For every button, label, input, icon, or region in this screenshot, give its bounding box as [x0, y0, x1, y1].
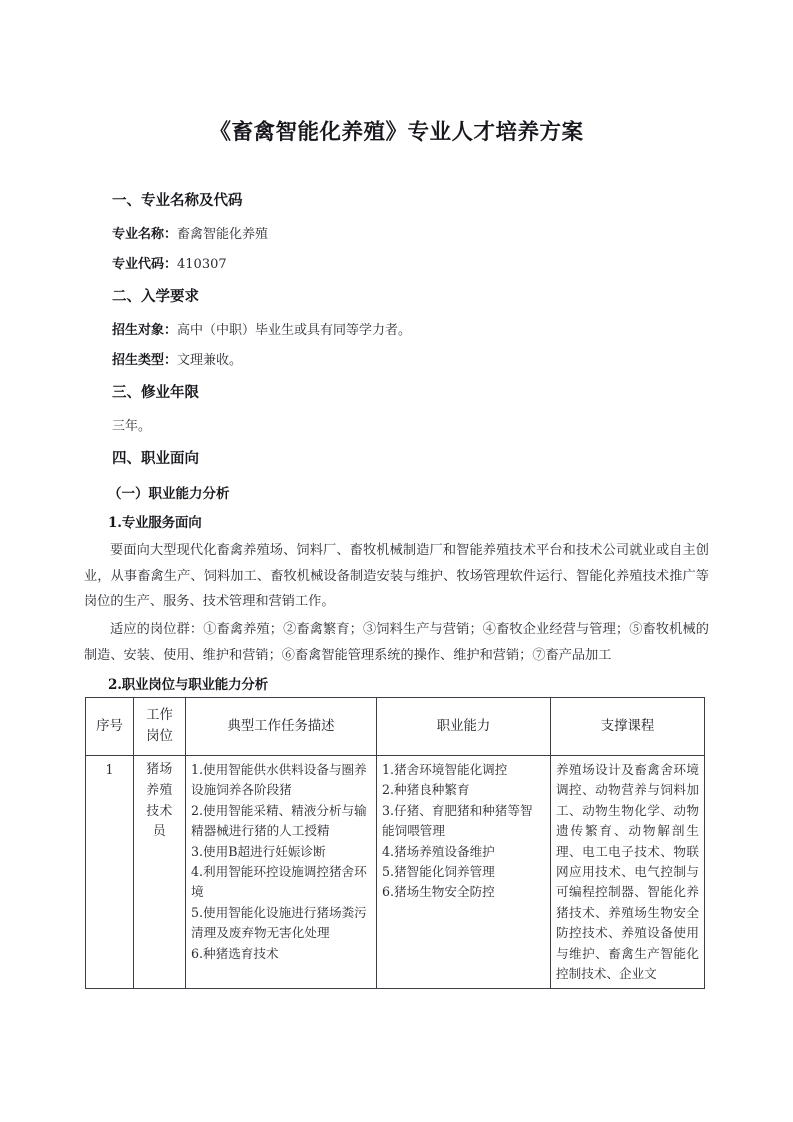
field-major-code-label: 专业代码： [112, 256, 178, 272]
document-body [84, 184, 709, 990]
job-ability-table [85, 697, 705, 990]
task-item: 5.使用智能化设施进行猪场粪污清理及废弃物无害化处理 [191, 904, 367, 941]
task-item: 4.利用智能环控设施调控猪舍环境 [191, 864, 367, 900]
table-header [86, 697, 705, 755]
paragraph-service-orientation: 要面向大型现代化畜禽养殖场、饲料厂、畜牧机械制造厂和智能养殖技术平台和技术公司就业或自主创业，从事畜禽生产、饲料加工、畜牧机械设备制造安装与维护、牧场管理软件运行、智能化养殖技术推广等岗位的生产、服务、技术管理和营销工作。 [84, 543, 709, 610]
table-header-row [86, 697, 705, 755]
field-major-code [84, 250, 709, 280]
table-header-task: 典型工作任务描述 [186, 697, 377, 755]
cell-supporting-courses: 养殖场设计及畜禽舍环境调控、动物营养与饲料加工、动物生物化学、动物遗传繁育、动物解剖生理、电工电子技术、物联网应用技术、电气控制与可编程控制器、智能化养猪技术、养殖场生物安全防控技术、养殖设备使用与维护、畜禽生产智能化控制技术、企业文 [551, 756, 705, 989]
cell-row-number: 1 [86, 756, 134, 989]
table-header-post-line-2: 岗位 [146, 729, 173, 745]
cell-job-post-line-2: 养殖 [146, 782, 173, 798]
cell-job-post-line-3: 技术 [146, 803, 173, 819]
task-item: 2.使用智能采精、精液分析与输精器械进行猪的人工授精 [191, 802, 367, 839]
section-heading-2: 二、入学要求 [112, 287, 199, 305]
table-body [86, 756, 705, 989]
field-admission-target-label: 招生对象： [112, 322, 178, 338]
field-admission-type-value: 文理兼收。 [177, 352, 243, 368]
ability-item: 4.猪场养殖设备维护 [382, 843, 495, 859]
field-major-name-label: 专业名称： [112, 226, 178, 242]
field-major-name [84, 220, 709, 250]
field-major-code-value: 410307 [177, 256, 227, 272]
cell-job-post-line-4: 员 [152, 824, 167, 840]
field-admission-target [84, 316, 709, 346]
field-admission-type-label: 招生类型： [112, 352, 178, 368]
cell-job-post-line-1: 猪场 [146, 762, 173, 778]
ability-item: 1.猪舍环境智能化调控 [382, 762, 508, 778]
field-major-name-value: 畜禽智能化养殖 [177, 226, 269, 242]
study-duration-value: 三年。 [112, 418, 152, 434]
ability-item: 3.仔猪、育肥猪和种猪等智能饲喂管理 [382, 802, 533, 839]
section-heading-1: 一、专业名称及代码 [112, 191, 243, 209]
table-header-no: 序号 [86, 697, 134, 755]
ability-item: 2.种猪良种繁育 [382, 782, 470, 798]
paragraph-position-groups: 适应的岗位群：①畜禽养殖；②畜禽繁育；③饲料生产与营销；④畜牧企业经营与管理；⑤畜牧机械的制造、安装、使用、维护和营销；⑥畜禽智能管理系统的操作、维护和营销；⑦畜产品加工 [84, 622, 709, 663]
table-header-post-line-1: 工作 [146, 707, 173, 723]
field-admission-type [84, 346, 709, 376]
ability-item: 6.猪场生物安全防控 [382, 884, 495, 900]
table-header-ability: 职业能力 [377, 697, 551, 755]
table-caption-job-ability: 2.职业岗位与职业能力分析 [108, 676, 268, 693]
cell-typical-tasks [186, 756, 377, 989]
cell-job-post [134, 756, 186, 989]
task-item: 3.使用B超进行妊娠诊断 [191, 843, 326, 859]
ability-item: 5.猪智能化饲养管理 [382, 864, 495, 880]
table-row [86, 756, 705, 989]
section-heading-3: 三、修业年限 [112, 383, 199, 401]
task-item: 6.种猪选育技术 [191, 945, 279, 961]
subsection-heading-career-ability: （一）职业能力分析 [108, 485, 230, 502]
cell-vocational-abilities [377, 756, 551, 989]
subsection-heading-service-orientation: 1.专业服务面向 [108, 514, 202, 531]
page-title: 《畜禽智能化养殖》专业人才培养方案 [209, 120, 584, 145]
section-heading-4: 四、职业面向 [112, 449, 199, 467]
field-admission-target-value: 高中（中职）毕业生或具有同等学力者。 [177, 322, 412, 338]
table-header-course: 支撑课程 [551, 697, 705, 755]
table-header-post [134, 697, 186, 755]
task-item: 1.使用智能供水供料设备与圈养设施饲养各阶段猪 [191, 762, 367, 798]
